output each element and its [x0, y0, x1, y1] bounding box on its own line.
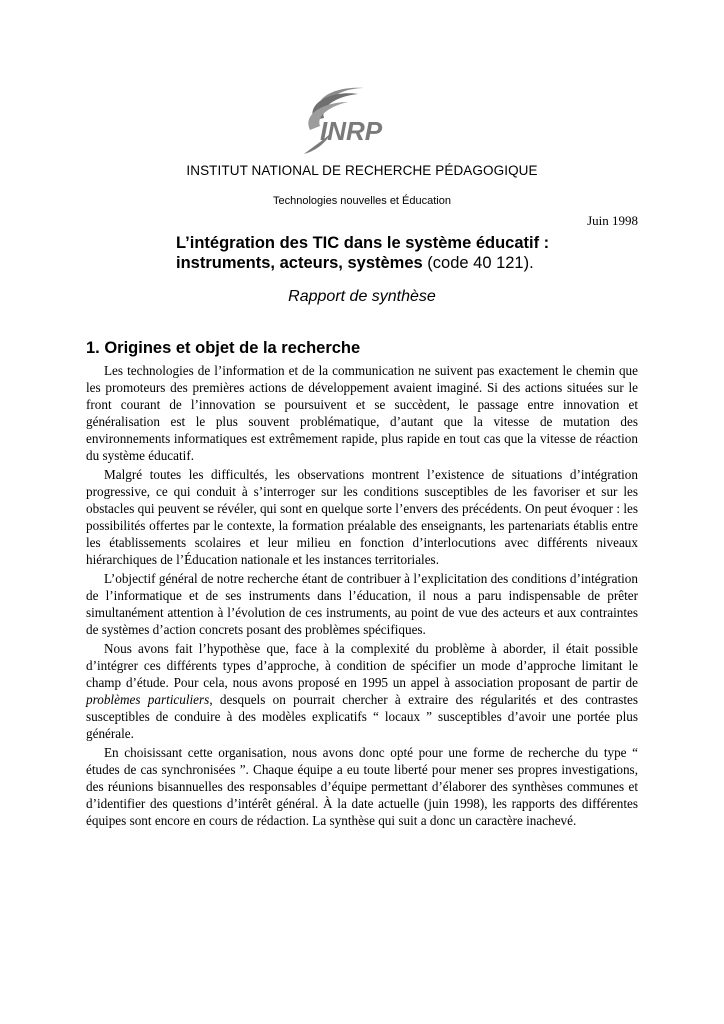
- document-subtitle: Rapport de synthèse: [288, 288, 436, 305]
- paragraph: Les technologies de l’information et de la communication ne suivent pas exactement le chemin que les promoteurs des premières actions de développement avaient imaginé. Si des actions situées sur le front courant de l’innovation se poursuivent et se succèdent, le passage entre innovation et généralisation est le plus souvent problématique, d’autant que la vitesse de mutation des environnements informatiques est extrêmement rapide, plus rapide en tout cas que la vitesse de réaction du système éducatif.: [86, 363, 638, 463]
- paragraph: [86, 640, 638, 742]
- section-heading: 1. Origines et objet de la recherche: [86, 339, 361, 357]
- document-code: (code 40 121).: [422, 254, 534, 272]
- paragraph: Malgré toutes les difficultés, les observations montrent l’existence de situations d’intégration progressive, ce qui conduit à s’interroger sur les conditions susceptibles de les favoriser et sur les obstacles qui peuvent se révéler, qui sont en quelque sorte l’envers des précédents. On peut évoquer : les possibilités offertes par le contexte, la formation préalable des enseignants, les partenariats établis entre les établissements scolaires et leur milieu en fonction d’interlocutions avec différents niveaux hiérarchiques de l’Éducation nationale et les instances territoriales.: [86, 467, 638, 567]
- paragraph-text: , desquels on pourrait chercher à extraire des régularités et des contrastes susceptibles de conduire à des modèles explicatifs “ locaux ” susceptibles d’avoir une portée plus générale.: [86, 692, 638, 741]
- paragraph-text: Nous avons fait l’hypothèse que, face à la complexité du problème à aborder, il était possible d’intégrer ces différents types d’approche, à condition de spécifier un mode d’approche limitant le champ d’étude. Pour cela, nous avons proposé en 1995 un appel à association proposant de partir de: [86, 641, 638, 690]
- document-title: [176, 233, 646, 273]
- document-title-main: L’intégration des TIC dans le système éducatif : instruments, acteurs, systèmes: [176, 234, 550, 272]
- institute-name: INSTITUT NATIONAL DE RECHERCHE PÉDAGOGIQUE: [186, 163, 538, 178]
- paragraph-emphasis: problèmes particuliers: [86, 692, 210, 707]
- inrp-logo: [284, 80, 394, 160]
- paragraph: En choisissant cette organisation, nous avons donc opté pour une forme de recherche du type “ études de cas synchronisées ”. Chaque équipe a eu toute liberté pour mener ses propres investigations, des réunions bisannuelles des responsables d’équipe permettant d’élaborer des synthèses communes et d’identifier des questions d’intérêt général. À la date actuelle (juin 1998), les rapports des différentes équipes sont encore en cours de rédaction. La synthèse qui suit a donc un caractère inachevé.: [86, 745, 638, 828]
- department-name: Technologies nouvelles et Éducation: [273, 195, 451, 207]
- svg-text:INRP: INRP: [320, 116, 383, 146]
- document-date: Juin 1998: [587, 213, 638, 228]
- paragraph: L’objectif général de notre recherche étant de contribuer à l’explicitation des conditions d’intégration de l’informatique et de ses instruments dans l’éducation, il nous a paru indispensable de prêter simultanément attention à l’évolution de ces instruments, au point de vue des acteurs et aux contraintes de systèmes d’action concrets posant des problèmes spécifiques.: [86, 571, 638, 637]
- section-body: [86, 362, 638, 831]
